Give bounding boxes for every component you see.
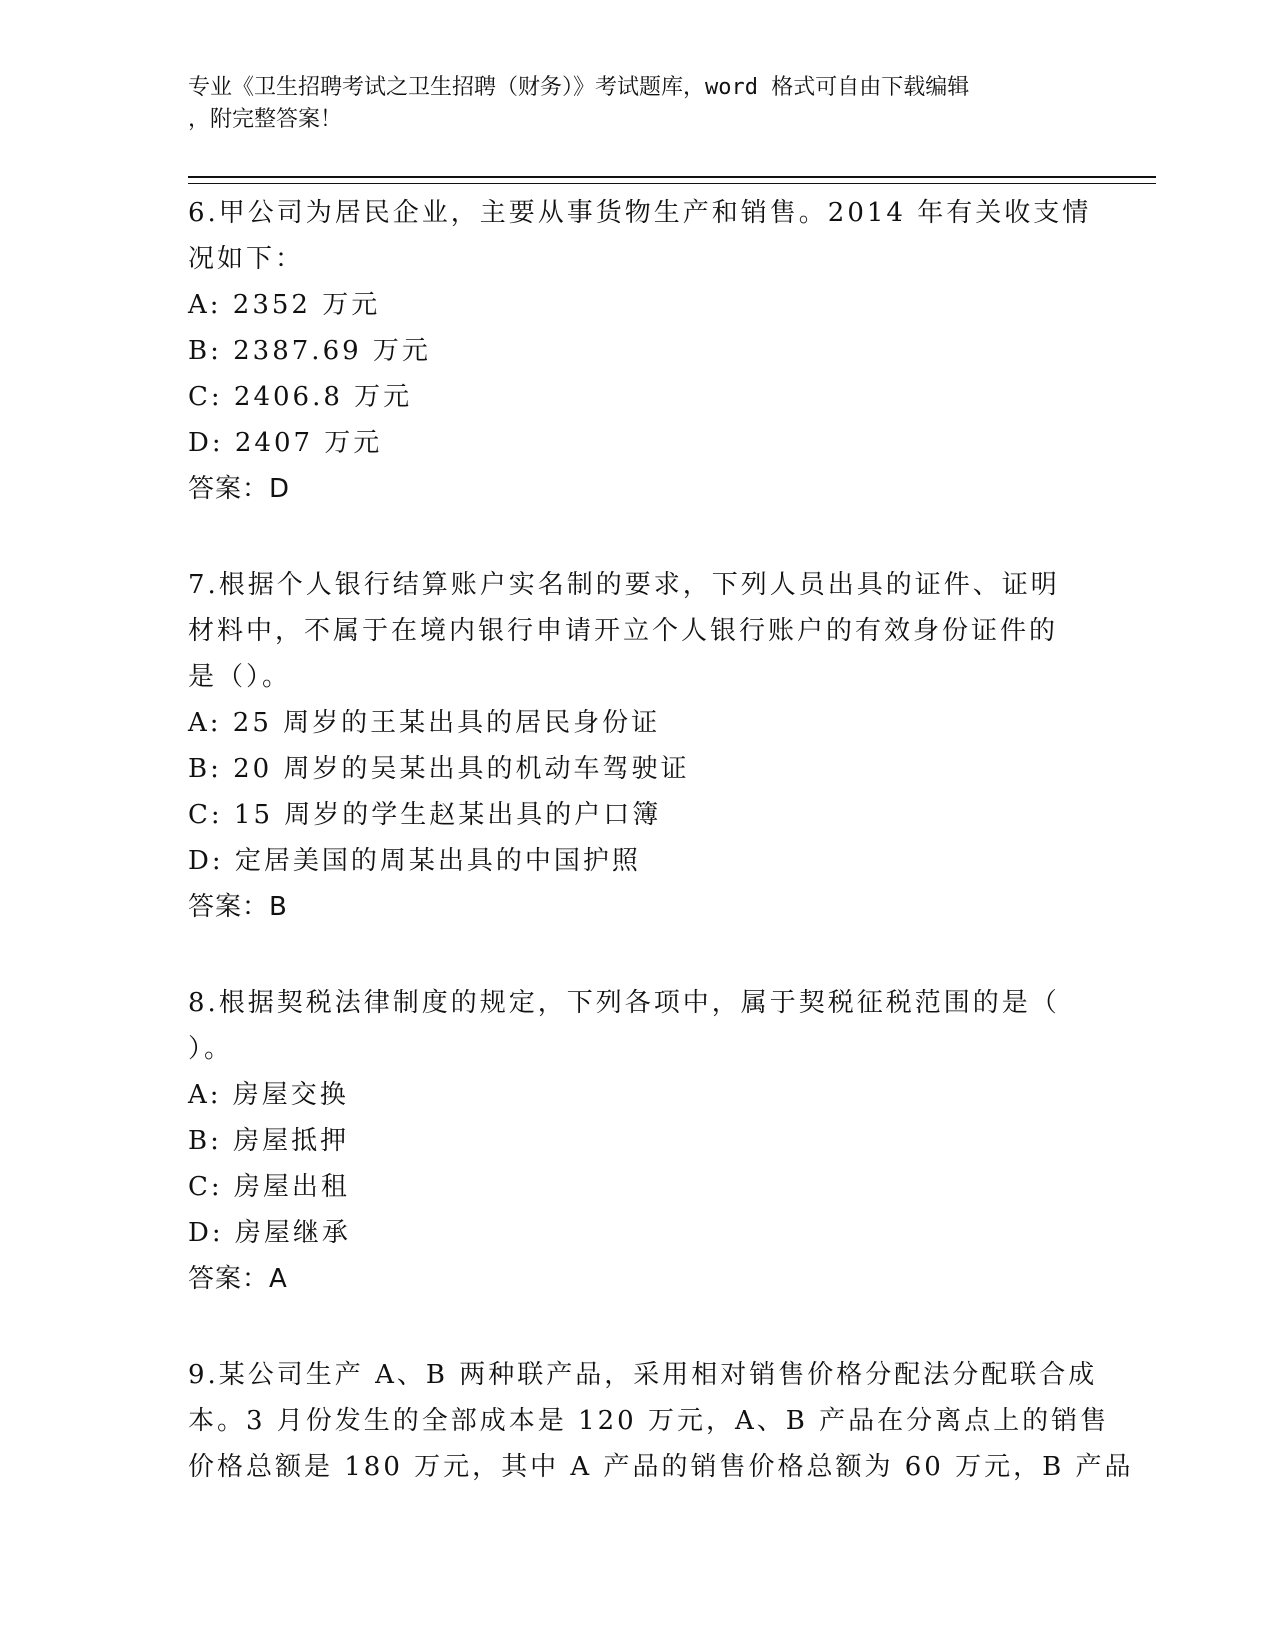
option-b: B: 房屋抵押 [188, 1126, 350, 1156]
document-header [188, 72, 1068, 136]
option-d: D: 房屋继承 [188, 1218, 351, 1248]
option-d: D: 2407 万元 [188, 428, 383, 458]
question-text-line: 材料中，不属于在境内银行申请开立个人银行账户的有效身份证件的 [188, 616, 1059, 646]
option-c: C: 2406.8 万元 [188, 382, 413, 412]
question-text-line: 是（）。 [188, 662, 292, 692]
answer-line: 答案：B [188, 892, 288, 922]
question-list [188, 190, 1134, 1540]
question-text-line: 本。3 月份发生的全部成本是 120 万元，A、B 产品在分离点上的销售 [188, 1406, 1110, 1436]
question-text-line: 7.根据个人银行结算账户实名制的要求，下列人员出具的证件、证明 [188, 570, 1060, 600]
option-a: A: 2352 万元 [188, 290, 381, 320]
header-rule-thick [188, 176, 1156, 178]
question-text-line: ）。 [188, 1034, 234, 1064]
option-a: A: 房屋交换 [188, 1080, 349, 1110]
header-line-1: 专业《卫生招聘考试之卫生招聘（财务）》考试题库，word 格式可自由下载编辑 [188, 75, 970, 100]
question-8 [188, 980, 1088, 1302]
question-7 [188, 562, 1088, 930]
question-text-line: 价格总额是 180 万元，其中 A 产品的销售价格总额为 60 万元，B 产品 [188, 1452, 1134, 1482]
question-text-line: 6.甲公司为居民企业，主要从事货物生产和销售。2014 年有关收支情 [188, 198, 1092, 228]
answer-line: 答案：D [188, 474, 291, 504]
option-b: B: 2387.69 万元 [188, 336, 431, 366]
answer-line: 答案：A [188, 1264, 288, 1294]
option-b: B: 20 周岁的吴某出具的机动车驾驶证 [188, 754, 690, 784]
question-text-line: 况如下： [188, 244, 305, 274]
question-6 [188, 190, 1092, 512]
header-rule-thin [188, 183, 1156, 184]
question-text-line: 8.根据契税法律制度的规定，下列各项中，属于契税征税范围的是（ [188, 988, 1060, 1018]
option-d: D: 定居美国的周某出具的中国护照 [188, 846, 641, 876]
option-c: C: 15 周岁的学生赵某出具的户口簿 [188, 800, 662, 830]
option-c: C: 房屋出租 [188, 1172, 350, 1202]
option-a: A: 25 周岁的王某出具的居民身份证 [188, 708, 661, 738]
question-text-line: 9.某公司生产 A、B 两种联产品，采用相对销售价格分配法分配联合成 [188, 1360, 1098, 1390]
header-line-2: ，附完整答案！ [188, 107, 343, 132]
question-9 [188, 1352, 1134, 1490]
